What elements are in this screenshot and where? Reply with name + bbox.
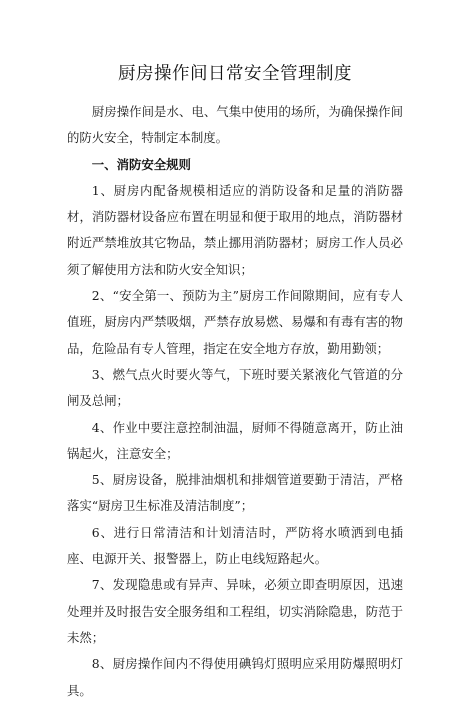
section-heading: 一、消防安全规则 [91,156,191,172]
rule-item-2: 2、“安全第一、预防为主”厨房工作间隙期间，应有专人值班，厨房内严禁吸烟，严禁存放易燃、易爆和有毒有害的物品，危险品有专人管理，指定在安全地方存放，勤用勤领； [67,288,403,356]
rule-item-5: 5、厨房设备，脱排油烟机和排烟管道要勤于清洁，严格落实“厨房卫生标准及清洁制度”； [67,472,403,514]
document-title: 厨房操作间日常安全管理制度 [118,64,352,84]
rule-item-4: 4、作业中要注意控制油温，厨师不得随意离开，防止油锅起火，注意安全； [67,419,403,461]
rule-item-7: 7、发现隐患或有异声、异味，必须立即查明原因，迅速处理并及时报告安全服务组和工程组，切实消除隐患，防范于未然； [67,577,403,645]
rule-item-8: 8、厨房操作间内不得使用碘钨灯照明应采用防爆照明灯具。 [67,656,403,698]
rule-item-6: 6、进行日常清洁和计划清洁时，严防将水喷洒到电插座、电源开关、报警器上，防止电线短路起火。 [67,524,403,567]
rule-item-3: 3、燃气点火时要火等气，下班时要关紧液化气管道的分闸及总闸； [67,366,403,409]
rule-item-1: 1、厨房内配备规模相适应的消防设备和足量的消防器材，消防器材设备应布置在明显和便于取用的地点，消防器材附近严禁堆放其它物品，禁止挪用消防器材；厨房工作人员必须了解使用方法和防火安全知识； [67,182,403,277]
intro-paragraph: 厨房操作间是水、电、气集中使用的场所，为确保操作间的防火安全，特制定本制度。 [67,104,403,146]
